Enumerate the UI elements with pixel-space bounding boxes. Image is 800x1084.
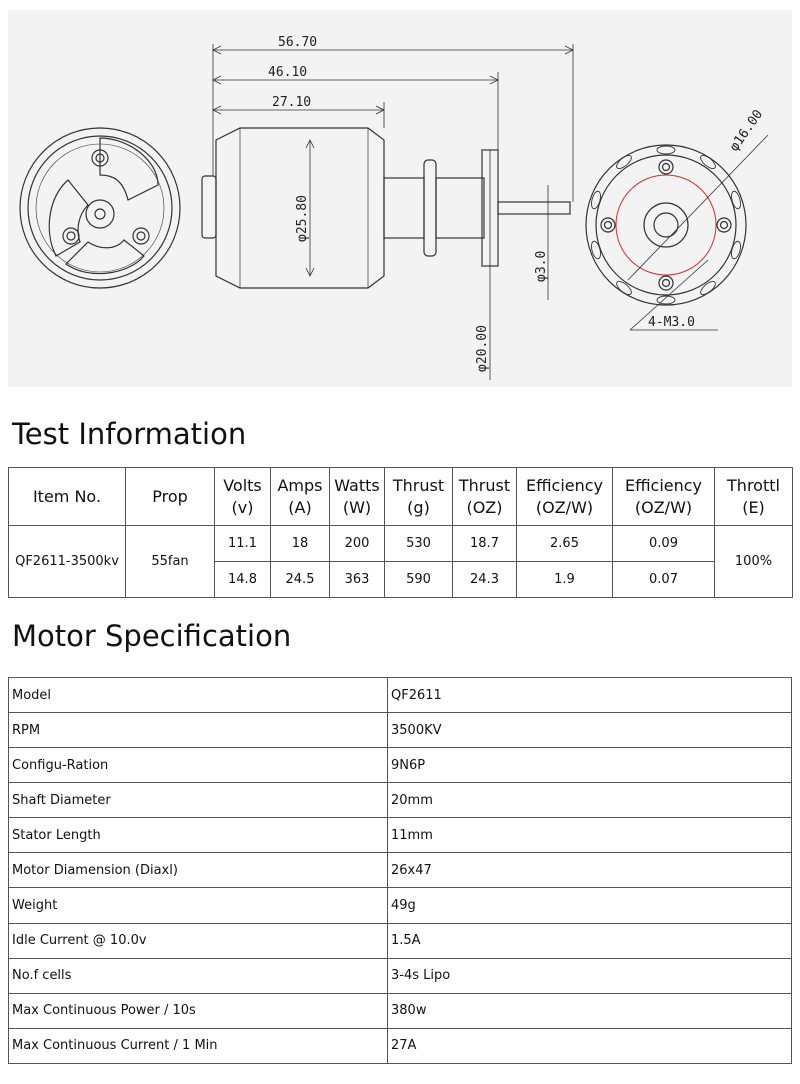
cell-thrust-oz: 18.7 (453, 526, 517, 562)
spec-value: 3-4s Lipo (388, 958, 792, 993)
spec-key: Max Continuous Current / 1 Min (9, 1028, 388, 1063)
header-amps: Amps (A) (271, 468, 330, 526)
spec-key: Configu-Ration (9, 748, 388, 783)
spec-key: Stator Length (9, 818, 388, 853)
cell-volts: 11.1 (215, 526, 271, 562)
header-volts: Volts (v) (215, 468, 271, 526)
spec-row (9, 748, 792, 783)
cell-amps: 18 (271, 526, 330, 562)
technical-drawing (8, 10, 792, 387)
dim-screws: 4-M3.0 (648, 315, 695, 330)
spec-row (9, 888, 792, 923)
header-throttle: Throttl (E) (715, 468, 793, 526)
spec-value: 9N6P (388, 748, 792, 783)
motor-drawing-svg (8, 10, 792, 387)
dim-bolt-circle: φ16.00 (726, 107, 767, 155)
cell-prop: 55fan (126, 526, 215, 598)
test-header-row (9, 468, 793, 526)
motor-specification-title: Motor Specification (12, 619, 292, 653)
spec-row (9, 993, 792, 1028)
spec-row (9, 818, 792, 853)
cell-efficiency-2: 0.07 (613, 562, 715, 598)
spec-value: 380w (388, 993, 792, 1028)
spec-key: Shaft Diameter (9, 783, 388, 818)
header-thrust-g: Thrust (g) (385, 468, 453, 526)
test-data-row (9, 526, 793, 562)
spec-value: 26x47 (388, 853, 792, 888)
cell-thrust-g: 530 (385, 526, 453, 562)
cell-watts: 363 (330, 562, 385, 598)
left-end-view (20, 128, 180, 288)
dim-body-diameter: φ25.80 (295, 195, 310, 242)
spec-key: Max Continuous Power / 10s (9, 993, 388, 1028)
spec-key: No.f cells (9, 958, 388, 993)
cell-efficiency-2: 0.09 (613, 526, 715, 562)
spec-value: 11mm (388, 818, 792, 853)
spec-key: Motor Diamension (Diaxl) (9, 853, 388, 888)
motor-specification-table (8, 677, 792, 1064)
spec-key: Weight (9, 888, 388, 923)
spec-key: Idle Current @ 10.0v (9, 923, 388, 958)
dim-body-to-flange: 46.10 (268, 65, 308, 80)
spec-row (9, 853, 792, 888)
side-view (202, 128, 570, 380)
cell-efficiency-1: 2.65 (517, 526, 613, 562)
spec-row (9, 958, 792, 993)
spec-value: QF2611 (388, 678, 792, 713)
test-information-title: Test Information (12, 417, 247, 451)
dim-overall: 56.70 (278, 35, 318, 50)
header-efficiency-2: Efficiency (OZ/W) (613, 468, 715, 526)
spec-key: Model (9, 678, 388, 713)
spec-row (9, 713, 792, 748)
spec-row (9, 1028, 792, 1063)
spec-value: 1.5A (388, 923, 792, 958)
spec-value: 20mm (388, 783, 792, 818)
header-thrust-oz: Thrust (OZ) (453, 468, 517, 526)
test-information-table (8, 467, 793, 598)
cell-throttle: 100% (715, 526, 793, 598)
right-end-view (586, 135, 768, 330)
spec-value: 27A (388, 1028, 792, 1063)
header-efficiency-1: Efficiency (OZ/W) (517, 468, 613, 526)
spec-value: 49g (388, 888, 792, 923)
dim-body: 27.10 (272, 95, 312, 110)
spec-row (9, 678, 792, 713)
cell-item-no: QF2611-3500kv (9, 526, 126, 598)
header-prop: Prop (126, 468, 215, 526)
cell-thrust-g: 590 (385, 562, 453, 598)
header-item-no: Item No. (9, 468, 126, 526)
header-watts: Watts (W) (330, 468, 385, 526)
spec-row (9, 783, 792, 818)
cell-watts: 200 (330, 526, 385, 562)
spec-value: 3500KV (388, 713, 792, 748)
cell-efficiency-1: 1.9 (517, 562, 613, 598)
cell-thrust-oz: 24.3 (453, 562, 517, 598)
dim-flange-diameter: φ20.00 (475, 325, 490, 372)
dim-shaft-diameter: φ3.0 (534, 250, 549, 282)
spec-row (9, 923, 792, 958)
spec-key: RPM (9, 713, 388, 748)
cell-amps: 24.5 (271, 562, 330, 598)
cell-volts: 14.8 (215, 562, 271, 598)
